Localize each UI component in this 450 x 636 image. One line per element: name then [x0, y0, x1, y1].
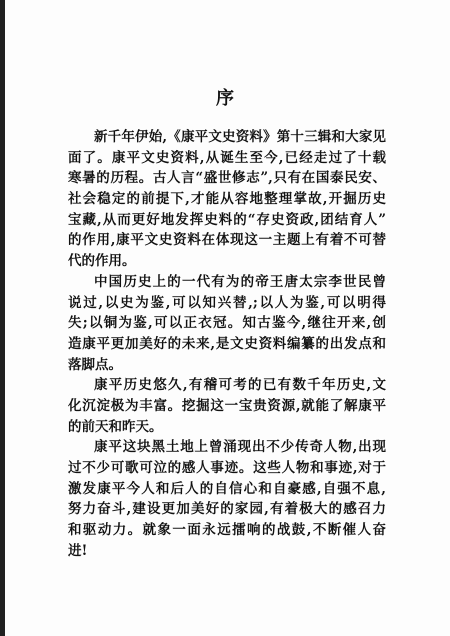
text-line: 努力奋斗,建设更加美好的家园,有着极大的感召力 — [68, 501, 386, 518]
text-line: 的前天和昨天。 — [68, 418, 163, 435]
text-line: 代的作用。 — [68, 253, 136, 270]
text-line: 激发康平今人和后人的自信心和自豪感,自强不息, — [68, 480, 386, 497]
text-line: 失;以铜为鉴,可以正衣冠。知古鉴今,继往开来,创 — [68, 315, 386, 332]
text-line: 的作用,康平文史资料在体现这一主题上有着不可替 — [68, 232, 386, 249]
text-line: 说过,以史为鉴,可以知兴替,;以人为鉴,可以明得 — [68, 294, 386, 311]
text-line: 康平这块黑土地上曾涌现出不少传奇人物,出现 — [94, 439, 386, 456]
text-line: 进! — [68, 542, 88, 559]
text-line: 中国历史上的一代有为的帝王唐太宗李世民曾 — [94, 273, 386, 290]
preface-body — [68, 127, 386, 561]
text-line: 康平历史悠久,有稽可考的已有数千年历史,文 — [94, 377, 386, 394]
text-line: 宝藏,从而更好地发挥史料的“存史资政,团结育人” — [68, 211, 386, 228]
text-line: 过不少可歌可泣的感人事迹。这些人物和事迹,对于 — [68, 460, 386, 476]
text-line: 化沉淀极为丰富。挖掘这一宝贵资源,就能了解康平 — [68, 397, 386, 414]
text-line: 面了。康平文史资料,从诞生至今,已经走过了十载 — [68, 149, 386, 166]
text-line: 和驱动力。就象一面永远擂响的战鼓,不断催人奋 — [68, 522, 386, 539]
text-line: 新千年伊始,《康平文史资料》第十三辑和大家见 — [94, 129, 386, 145]
page-title: 序 — [216, 88, 234, 109]
text-line: 造康平更加美好的未来,是文史资料编纂的出发点和 — [68, 335, 386, 352]
text-line: 社会稳定的前提下,才能从容地整理掌故,开掘历史 — [68, 191, 386, 208]
text-line: 寒暑的历程。古人言“盛世修志”,只有在国泰民安、 — [68, 170, 386, 187]
text-line: 落脚点。 — [68, 356, 122, 373]
